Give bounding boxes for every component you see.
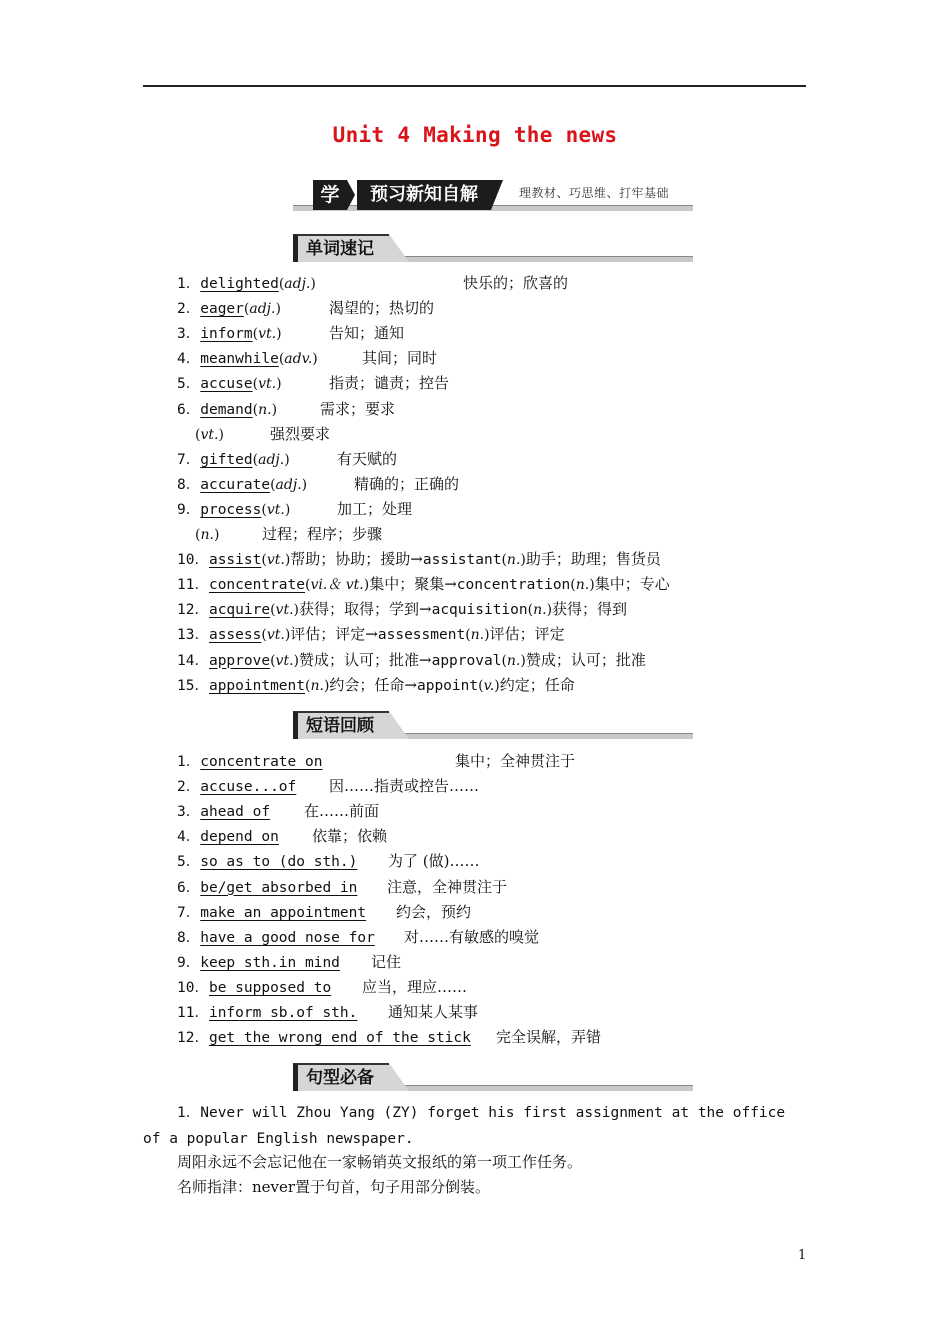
word-pos-label: n. <box>200 527 214 543</box>
phrase-row <box>177 901 472 923</box>
phrase-meaning: 注意，全神贯注于 <box>387 877 508 896</box>
section-title: 句型必备 <box>293 1063 389 1091</box>
phrase-text: be/get absorbed in <box>200 879 358 896</box>
phrase-number: 3． <box>177 804 201 821</box>
derived-word: concentration <box>456 577 571 594</box>
phrase-row <box>177 1001 479 1023</box>
word-number: 15． <box>177 677 209 694</box>
derived-word: appoint <box>416 677 479 694</box>
word-meaning: 获得；取得；学到→ <box>299 600 432 619</box>
word-pos-label: adj. <box>249 301 276 318</box>
page-title: Unit 4 Making the news <box>332 123 618 147</box>
word-row <box>177 598 627 620</box>
word-pos-label: n. <box>310 677 324 694</box>
derived-pos-label: n. <box>506 552 521 569</box>
word-text: accuse <box>200 376 253 393</box>
word-meaning: 精确的；正确的 <box>354 474 460 493</box>
word-pos: (vt.) <box>270 652 300 669</box>
section-header-sentences <box>293 1063 693 1095</box>
word-pos: (vt.) <box>261 501 291 518</box>
word-text: demand <box>200 401 253 418</box>
word-number: 11． <box>177 577 209 594</box>
phrase-meaning: 因……指责或控告…… <box>329 777 480 796</box>
phrase-row <box>177 951 402 973</box>
banner-tail <box>491 180 503 210</box>
word-text: concentrate <box>208 577 305 594</box>
word-text: approve <box>208 652 271 669</box>
word-pos: (adv.) <box>278 351 318 368</box>
phrase-number: 4． <box>177 829 201 846</box>
word-pos: (n.) <box>305 677 330 694</box>
word-row <box>195 523 383 545</box>
page-number: 1 <box>798 1248 807 1263</box>
word-row <box>177 548 661 570</box>
word-row <box>177 473 460 495</box>
banner-char: 学 <box>313 180 347 210</box>
phrase-meaning: 通知某人某事 <box>388 1003 479 1021</box>
word-number: 10． <box>177 552 209 569</box>
word-number: 2． <box>177 301 201 318</box>
phrase-meaning: 集中；全神贯注于 <box>455 752 576 770</box>
word-meaning: 需求；要求 <box>320 399 396 418</box>
word-pos: (vt.) <box>252 326 282 343</box>
section-tab-tail <box>389 234 409 262</box>
word-row <box>177 674 575 696</box>
word-row <box>177 372 450 394</box>
word-pos: (vt.) <box>252 376 282 393</box>
phrase-meaning: 应当，理应…… <box>362 977 468 996</box>
word-pos: (vt.) <box>261 552 291 569</box>
word-pos-label: vt. <box>200 426 219 443</box>
section-title: 短语回顾 <box>293 711 389 739</box>
section-tab-tail <box>389 1063 409 1091</box>
word-text: eager <box>200 301 244 318</box>
word-number: 1． <box>177 276 201 292</box>
word-meaning: 渴望的；热切的 <box>329 299 435 318</box>
top-rule <box>143 85 806 87</box>
phrase-text: so as to (do sth.) <box>200 854 358 871</box>
word-text: accurate <box>200 476 271 493</box>
banner-title: 预习新知自解 <box>357 180 491 210</box>
phrase-text: accuse...of <box>200 779 297 796</box>
word-text: meanwhile <box>200 351 279 368</box>
word-meaning: 约会；任命→ <box>329 675 417 694</box>
word-pos: (adj.) <box>278 276 316 292</box>
word-number: 7． <box>177 451 201 468</box>
phrase-text: depend on <box>200 829 279 846</box>
word-text: assess <box>208 627 262 644</box>
phrase-row <box>177 775 480 797</box>
word-text: inform <box>200 326 253 343</box>
phrase-meaning: 在……前面 <box>304 802 380 821</box>
derived-meaning: 获得；得到 <box>552 600 628 619</box>
derived-meaning: 约定；任命 <box>499 675 575 694</box>
word-pos-label: adv. <box>284 351 313 368</box>
word-pos: (n.) <box>252 401 278 418</box>
word-pos: (adj.) <box>243 301 281 318</box>
phrase-meaning: 记住 <box>371 952 402 971</box>
phrase-meaning: 完全误解，弄错 <box>496 1028 602 1047</box>
word-row <box>177 297 435 319</box>
word-number: 8． <box>177 476 201 493</box>
word-text: assist <box>208 552 262 569</box>
phrase-number: 10． <box>177 979 209 996</box>
word-row <box>177 322 405 344</box>
word-text: gifted <box>200 451 253 468</box>
word-meaning: 快乐的；欣喜的 <box>463 274 569 292</box>
word-pos-label: vt. <box>258 376 277 393</box>
word-text: acquire <box>208 602 271 619</box>
word-row <box>177 347 438 369</box>
word-pos-label: vt. <box>266 552 285 569</box>
derived-word: assessment <box>377 627 466 644</box>
phrase-number: 1． <box>177 754 201 770</box>
derived-pos-label: n. <box>470 627 485 644</box>
word-number: 4． <box>177 351 201 368</box>
word-pos: (vi.＆ vt.) <box>305 577 370 594</box>
phrase-text: concentrate on <box>200 754 323 770</box>
banner-subtitle: 理教材、巧思维、打牢基础 <box>519 186 670 200</box>
word-number: 9． <box>177 501 201 518</box>
phrase-number: 9． <box>177 954 201 971</box>
word-pos-label: vt. <box>275 652 294 669</box>
phrase-number: 12． <box>177 1030 209 1047</box>
phrase-row <box>177 926 540 948</box>
word-row <box>177 623 565 645</box>
word-pos-label: vi.＆ vt. <box>310 577 364 594</box>
word-meaning: 强烈要求 <box>270 424 331 443</box>
banner-arrow-icon <box>347 180 355 210</box>
derived-pos: (n.) <box>501 652 526 669</box>
word-pos: (adj.) <box>270 476 308 493</box>
derived-pos-label: n. <box>533 602 547 619</box>
phrase-text: be supposed to <box>208 979 332 996</box>
derived-pos: (n.) <box>527 602 553 619</box>
phrase-text: inform sb.of sth. <box>208 1005 358 1021</box>
derived-meaning: 集中；专心 <box>594 575 670 594</box>
phrase-row <box>177 976 468 998</box>
derived-pos: (n.) <box>501 552 526 569</box>
phrase-number: 8． <box>177 929 201 946</box>
derived-meaning: 评估；评定 <box>489 625 565 644</box>
section-header-words <box>293 234 693 266</box>
word-pos-label: vt. <box>275 602 294 619</box>
derived-pos: (n.) <box>570 577 595 594</box>
word-row <box>177 448 398 470</box>
word-meaning: 告知；通知 <box>329 324 405 343</box>
phrase-text: make an appointment <box>200 904 367 921</box>
word-number: 3． <box>177 326 201 343</box>
phrase-row <box>177 800 380 822</box>
word-row <box>177 272 569 294</box>
phrase-meaning: 对……有敏感的嗅觉 <box>404 927 540 946</box>
word-number: 5． <box>177 376 201 393</box>
phrase-meaning: 依靠；依赖 <box>312 827 388 846</box>
word-meaning: 评估；评定→ <box>290 625 378 644</box>
word-text: delighted <box>200 276 279 292</box>
phrase-number: 2． <box>177 779 201 796</box>
word-pos-label: vt. <box>258 326 277 343</box>
phrase-row <box>177 750 576 772</box>
word-number: 6． <box>177 401 201 418</box>
phrase-text: keep sth.in mind <box>200 954 340 971</box>
section-banner <box>293 180 693 212</box>
word-meaning: 有天赋的 <box>337 449 398 468</box>
phrase-text: ahead of <box>200 804 271 821</box>
word-row <box>177 398 396 420</box>
phrase-number: 7． <box>177 904 201 921</box>
derived-pos: (v.) <box>478 677 500 694</box>
word-meaning: 帮助；协助；援助→ <box>290 550 423 569</box>
word-pos: (vt.) <box>195 426 224 443</box>
word-pos: (vt.) <box>270 602 300 619</box>
sentence-note: 名师指津：never置于句首，句子用部分倒装。 <box>177 1178 491 1196</box>
word-meaning: 集中；聚集→ <box>369 575 457 594</box>
phrase-number: 6． <box>177 879 201 896</box>
word-pos-label: vt. <box>266 627 285 644</box>
word-row <box>177 498 413 520</box>
derived-word: assistant <box>422 552 502 569</box>
derived-pos-label: v. <box>483 677 495 694</box>
phrase-row <box>177 1026 602 1048</box>
word-pos-label: vt. <box>266 501 285 518</box>
derived-word: acquisition <box>431 602 528 619</box>
phrase-text: have a good nose for <box>200 929 375 946</box>
derived-pos-label: n. <box>506 652 521 669</box>
word-pos: (adj.) <box>252 451 290 468</box>
word-meaning: 加工；处理 <box>337 499 413 518</box>
word-row <box>195 423 331 445</box>
word-pos-label: n. <box>258 401 272 418</box>
word-number: 14． <box>177 652 209 669</box>
sentence-text: 1．Never will Zhou Yang (ZY) forget his first assignment at the office of a popular English newspaper. <box>143 1105 786 1147</box>
word-meaning: 指责；谴责；控告 <box>329 374 450 393</box>
phrase-text: get the wrong end of the stick <box>208 1030 471 1047</box>
word-pos: (vt.) <box>261 627 291 644</box>
derived-meaning: 助手；助理；售货员 <box>525 550 661 569</box>
section-title: 单词速记 <box>293 234 389 262</box>
derived-word: approval <box>431 652 502 669</box>
word-text: process <box>200 501 262 518</box>
section-tab-tail <box>389 711 409 739</box>
derived-pos: (n.) <box>465 627 490 644</box>
word-meaning: 其间；同时 <box>362 349 438 368</box>
word-row <box>177 573 670 595</box>
section-header-phrases <box>293 711 693 743</box>
word-number: 12． <box>177 602 209 619</box>
derived-pos-label: n. <box>575 577 590 594</box>
phrase-meaning: 约会，预约 <box>396 902 472 921</box>
word-meaning: 赞成；认可；批准→ <box>299 650 432 669</box>
word-pos: (n.) <box>195 527 220 543</box>
phrase-row <box>177 850 480 872</box>
phrase-row <box>177 825 388 847</box>
phrase-row <box>177 876 508 898</box>
word-pos-label: adj. <box>275 476 302 493</box>
sentence-english <box>143 1100 806 1152</box>
word-row <box>177 649 646 671</box>
word-pos-label: adj. <box>284 276 311 292</box>
word-text: appointment <box>208 677 305 694</box>
sentence-translation: 周阳永远不会忘记他在一家畅销英文报纸的第一项工作任务。 <box>177 1153 583 1171</box>
phrase-number: 5． <box>177 854 201 871</box>
word-meaning: 过程；程序；步骤 <box>262 525 383 543</box>
phrase-number: 11． <box>177 1005 209 1021</box>
derived-meaning: 赞成；认可；批准 <box>525 650 646 669</box>
phrase-meaning: 为了 (做)…… <box>388 852 480 871</box>
word-number: 13． <box>177 627 209 644</box>
word-pos-label: adj. <box>258 451 285 468</box>
